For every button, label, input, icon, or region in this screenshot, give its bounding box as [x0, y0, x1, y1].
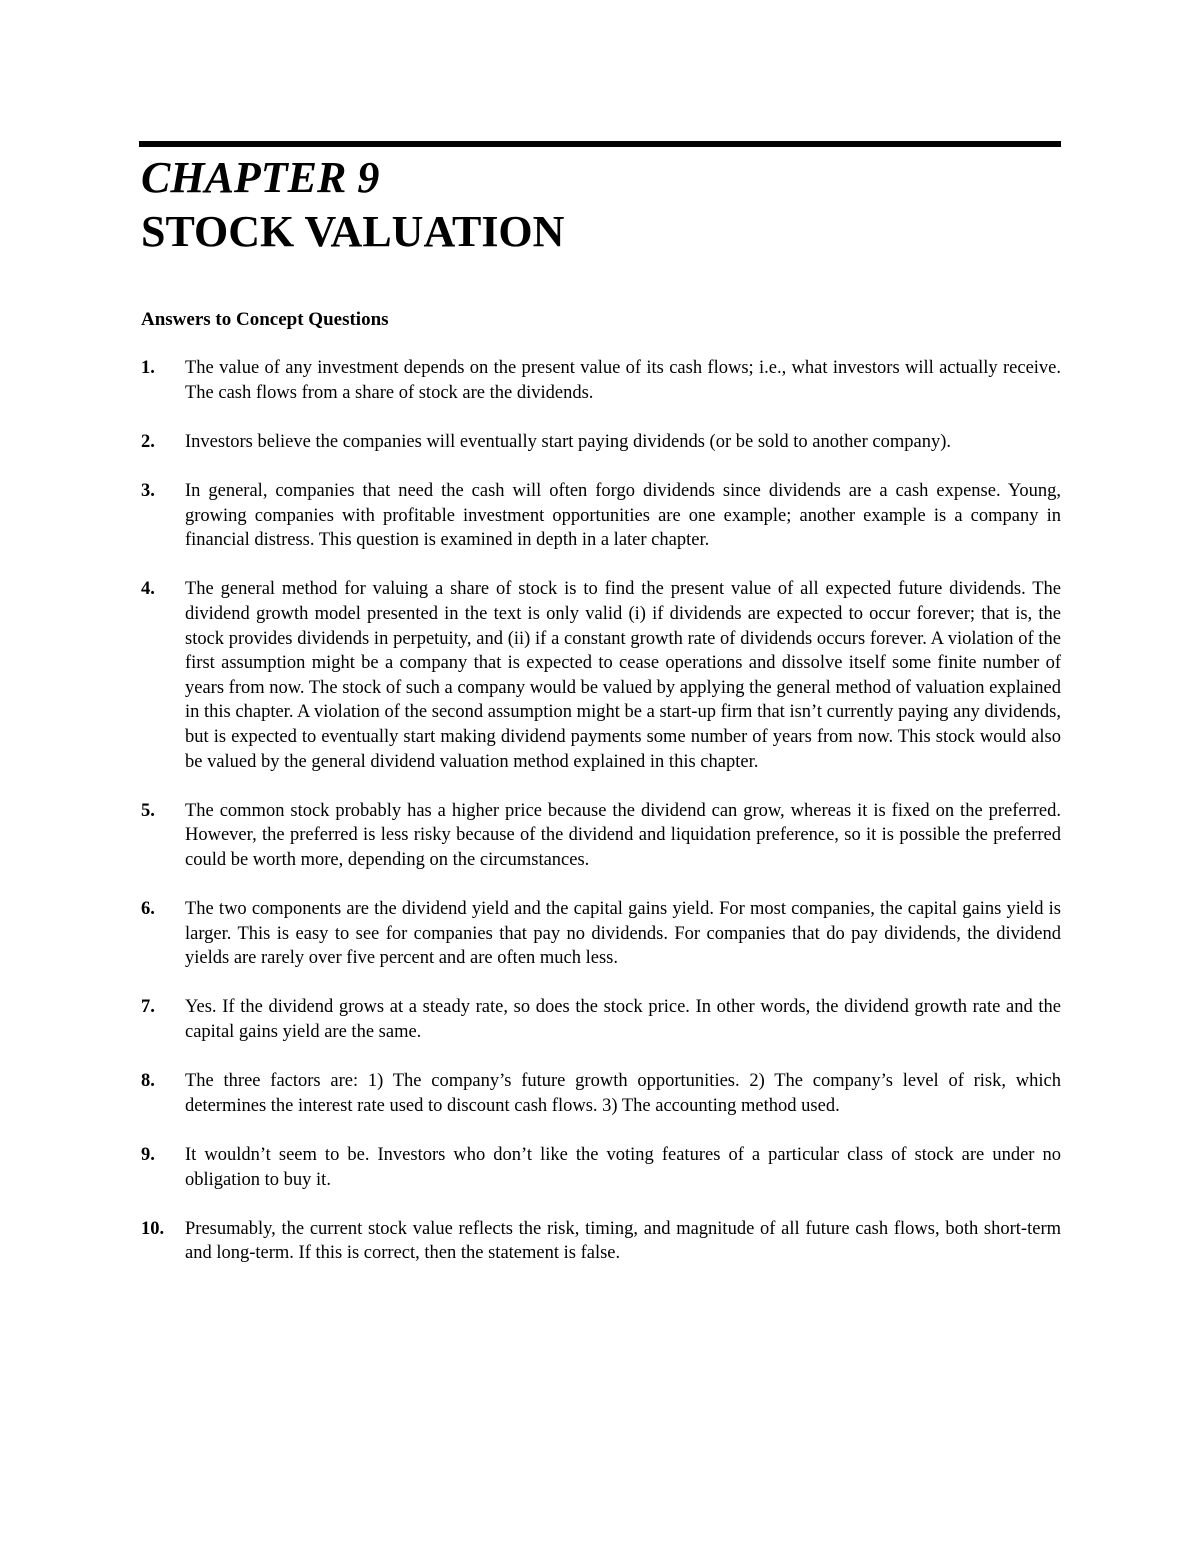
- answer-text: In general, companies that need the cash will often forgo dividends since dividends are a cash expense. Young, growing companies with profitable investment opportunities are one example; another example is a company in financial distress. This question is examined in depth in a later chapter.: [185, 480, 1061, 551]
- answer-text: It wouldn’t seem to be. Investors who don’t like the voting features of a particular class of stock are under no obligation to buy it.: [185, 1145, 1061, 1190]
- answer-text: Yes. If the dividend grows at a steady rate, so does the stock price. In other words, the dividend growth rate and the capital gains yield are the same.: [185, 997, 1061, 1043]
- answer-text: The general method for valuing a share of stock is to find the present value of all expected future dividends. The dividend growth model presented in the text is only valid (i) if dividends are expected to occur forever; that is, the stock provides dividends in perpetuity, and (ii) if a constant growth rate of dividends occurs forever. A violation of the first assumption might be a company that is expected to cease operations and dissolve itself some finite number of years from now. The stock of such a company would be valued by applying the general method of valuation explained in this chapter. A violation of the second assumption might be a start-up firm that isn’t currently paying any dividends, but is expected to eventually start making dividend payments some number of years from now. This stock would also be valued by the general dividend valuation method explained in this chapter.: [185, 579, 1061, 772]
- answer-item-9: [141, 1143, 1061, 1192]
- answer-text: Presumably, the current stock value reflects the risk, timing, and magnitude of all future cash flows, both short-term and long-term. If this is correct, then the statement is false.: [185, 1218, 1061, 1264]
- answer-number: 6.: [141, 899, 155, 920]
- answer-item-1: [141, 356, 1061, 405]
- answer-item-5: [141, 799, 1061, 873]
- answer-item-4: [141, 577, 1061, 774]
- answer-text: The value of any investment depends on the present value of its cash flows; i.e., what investors will actually receive. The cash flows from a share of stock are the dividends.: [185, 358, 1061, 403]
- answer-number: 1.: [141, 358, 155, 378]
- answer-item-2: [141, 430, 1061, 455]
- answer-item-3: [141, 479, 1061, 553]
- answer-number: 4.: [141, 579, 155, 600]
- answer-text: The two components are the dividend yield and the capital gains yield. For most companies, the capital gains yield is larger. This is easy to see for companies that pay no dividends. For companies that do pay dividends, the dividend yields are rarely over five percent and are often much less.: [185, 899, 1061, 969]
- chapter-title: STOCK VALUATION: [141, 207, 565, 256]
- answer-number: 5.: [141, 800, 155, 821]
- answer-item-10: [141, 1217, 1061, 1266]
- answer-text: Investors believe the companies will eventually start paying dividends (or be sold to another company).: [185, 431, 952, 452]
- answer-number: 7.: [141, 997, 155, 1018]
- answer-number: 8.: [141, 1071, 155, 1092]
- answer-number: 9.: [141, 1145, 155, 1165]
- answer-text: The common stock probably has a higher price because the dividend can grow, whereas it is fixed on the preferred. However, the preferred is less risky because of the dividend and liquidation preference, so it is possible the preferred could be worth more, depending on the circumstances.: [185, 800, 1061, 870]
- answer-item-7: [141, 995, 1061, 1044]
- section-heading: Answers to Concept Questions: [141, 309, 389, 330]
- answer-item-6: [141, 897, 1061, 971]
- answer-number: 3.: [141, 480, 155, 501]
- answer-number: 2.: [141, 431, 155, 452]
- answer-text: The three factors are: 1) The company’s future growth opportunities. 2) The company’s level of risk, which determines the interest rate used to discount cash flows. 3) The accounting method used.: [185, 1071, 1061, 1116]
- chapter-number: CHAPTER 9: [141, 153, 380, 202]
- answer-item-8: [141, 1069, 1061, 1118]
- answer-number: 10.: [141, 1218, 165, 1239]
- chapter-top-rule: [139, 141, 1061, 147]
- answers-list: [141, 356, 1061, 1291]
